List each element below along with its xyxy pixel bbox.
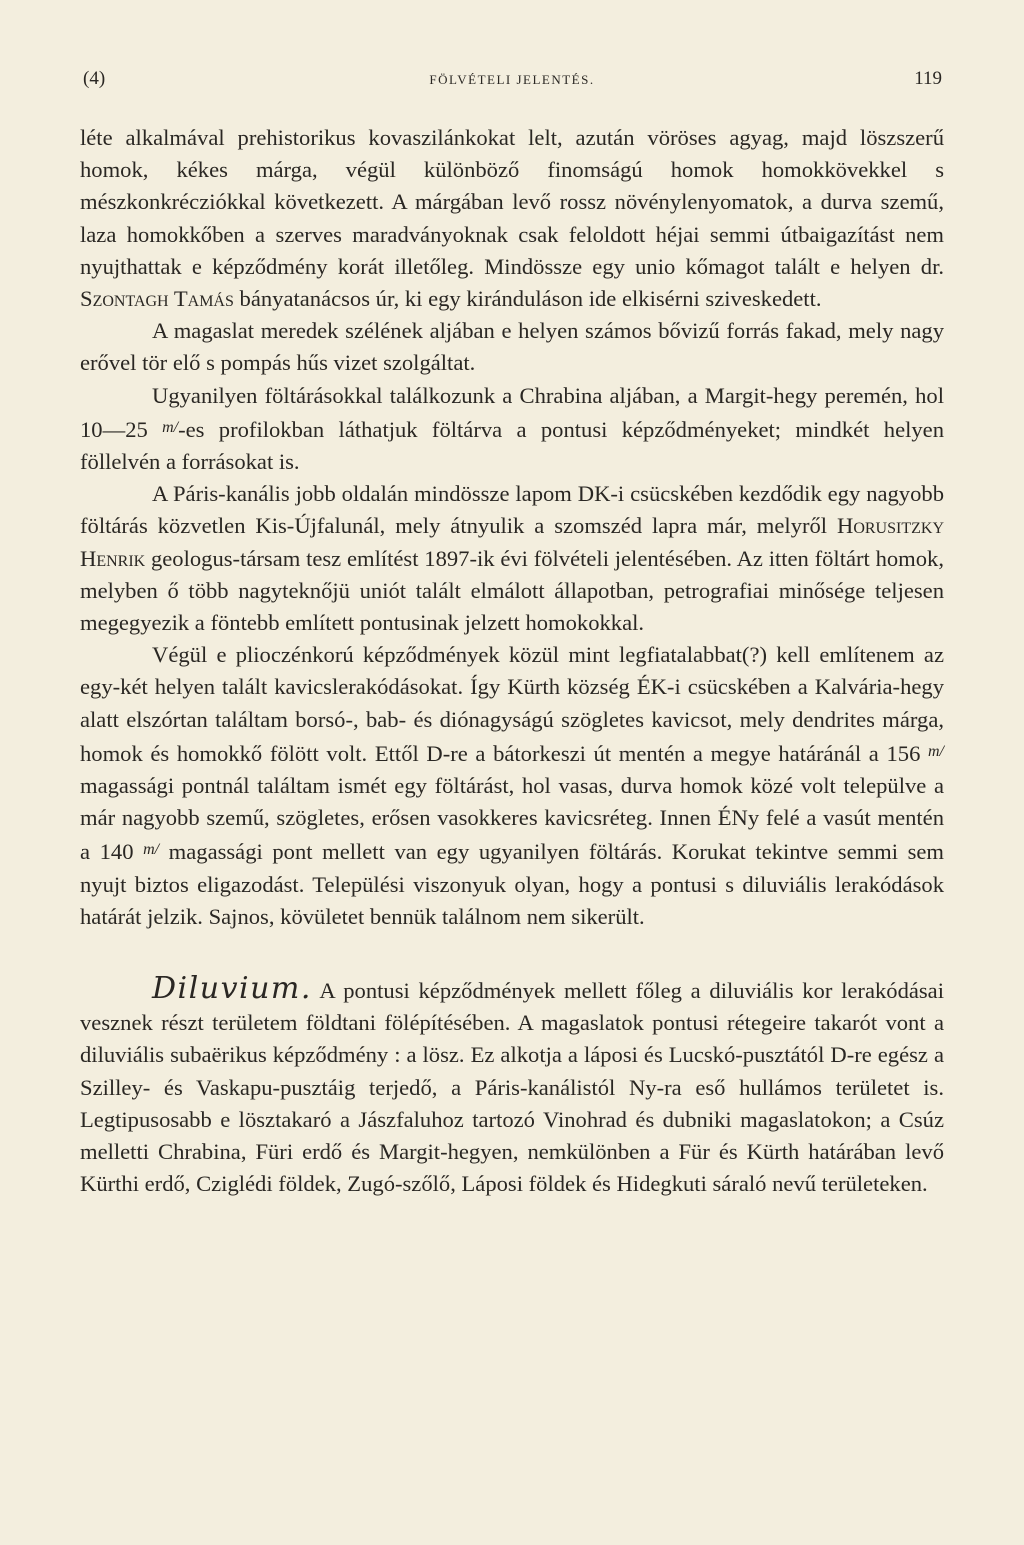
paragraph-3-text-a: Ugyanilyen föltárásokkal találkozunk a Chrabina aljában, a Margit-hegy peremén, hol 10—25 [80,382,944,442]
paragraph-3-text-b: -es profilokban láthatjuk föltárva a pontusi képződményeket; mindkét helyen föllelvén a forrásokat is. [80,416,945,475]
paragraph-1-text-a: léte alkalmával prehistorikus kovaszilánkokat lelt, azután vöröses agyag, majd löszszerű homok, kékes márga, végül különböző finomságú homok homokkövekkel s mészkonkrécziókkal következett. A márgában levő rossz növénylenyomatok, a durva szemű, laza homokkőben a szerves maradványoknak csak feloldott héjai semmi útbaigazítást nem nyujthattak e képződmény korát illetőleg. Mindössze egy unio kőmagot talált e helyen dr. [80,125,944,279]
paragraph-1-text-b: bányatanácsos úr, ki egy kiránduláson ide elkisérni sziveskedett. [233,286,822,312]
section-number: (4) [83,68,106,89]
page-header [80,62,944,96]
paragraph-4-text-b: geologus-társam tesz említést 1897-ik évi fölvételi jelentésében. Az itten föltárt homok, melyben ő több nagyteknőjü uniót talált elmálott állapotban, petrografiai minősége teljesen megegyezik a föntebb említett pontusinak jelzett homokokkal. [80,545,944,636]
section-gap [80,933,944,973]
paragraph-5-text-b: magassági pontnál találtam ismét egy föltárást, hol vasas, durva homok közé volt települve a már nagyobb szemű, szögletes, erősen vasokkeres kavicsréteg. Innen ÉNy felé a vasút mentén a 140 [80,773,944,865]
person-name-horusitzky: Horusitzky Henrik [80,513,944,571]
section-heading-diluvium: Diluvium. [152,971,312,1007]
unit-meter-2: m/ [143,841,160,859]
paragraph-5-text-c: magassági pont mellett van egy ugyanilyen föltárás. Korukat tekintve semmi sem nyujt biztos eligazodást. Települési viszonyuk olyan, hogy a pontusi s diluviális lerakódások határát jelzik. Sajnos, kövületet bennük találnom nem sikerült. [80,839,944,929]
unit-meter-1: m/ [928,742,944,760]
paragraph-6 [80,973,944,1200]
person-name-szontagh: Szontagh Tamás [80,286,234,312]
running-title: FÖLVÉTELI JELENTÉS. [429,72,595,87]
paragraph-1 [80,122,944,315]
unit-meter: m/ [162,418,179,436]
paragraph-4-text-a: A Páris-kanális jobb oldalán mindössze lapom DK-i csücskében kezdődik egy nagyobb föltárás közvetlen Kis-Újfalunál, mely átnyulik a szomszéd lapra már, melyről [80,481,944,539]
paragraph-4 [80,478,944,639]
paragraph-5-text-a: Végül e plioczénkorú képződmények közül mint legfiatalabbat(?) kell említenem az egy-két helyen talált kavicslerakódásokat. Így Kürth község ÉK-i csücskében a Kalvária-hegy alatt elszórtan találtam borsó-, bab- és diónagyságú szögletes kavicsot, mely dendrites márga, homok és homokkő fölött volt. Ettől D-re a bátorkeszi út mentén a megye határánál a 156 [80,642,944,766]
page-number: 119 [914,68,942,89]
body-text [80,122,944,1201]
paragraph-2: A magaslat meredek szélének aljában e helyen számos bővizű forrás fakad, mely nagy erővel tör elő s pompás hűs vizet szolgáltat. [80,318,944,376]
paragraph-6-text: A pontusi képződmények mellett főleg a diluviális kor lerakódásai vesznek részt területem földtani fölépítésében. A magaslatok pontusi rétegeire takarót vont a diluviális subaërikus képződmény : a lösz. Ez alkotja a láposi és Lucskó-pusztától D-re egész a Szilley- és Vaskapu-pusztáig terjedő, a Páris-kanálistól Ny-ra eső hullámos területet is. Legtipusosabb e lösztakaró a Jászfaluhoz tartozó Vinohrad és dubniki magaslatokon; a Csúz melletti Chrabina, Füri erdő és Margit-hegyen, nemkülönben a Für és Kürth határában levő Kürthi erdő, Cziglédi földek, Zugó-szőlő, Láposi földek és Hidegkuti sáraló nevű területeken. [80,978,944,1197]
paragraph-5 [80,639,944,933]
paragraph-3 [80,380,944,479]
